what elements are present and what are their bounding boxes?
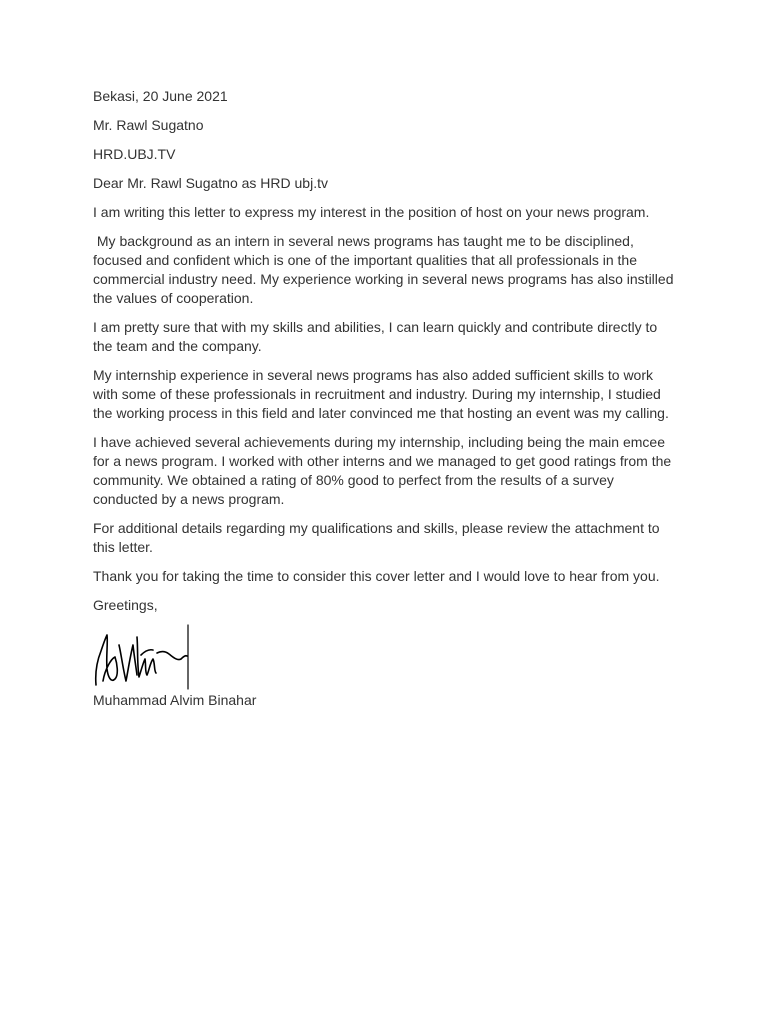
paragraph-thanks: Thank you for taking the time to consider this cover letter and I would love to hear from you. xyxy=(93,568,660,584)
cover-letter xyxy=(93,87,675,720)
recipient-name: Mr. Rawl Sugatno xyxy=(93,117,204,133)
handwritten-signature xyxy=(93,623,193,691)
paragraph-attachment: For additional details regarding my qualifications and skills, please review the attachment to this letter. xyxy=(93,520,660,555)
paragraph-background: My background as an intern in several news programs has taught me to be disciplined, focused and confident which is one of the important qualities that all professionals in the commercial industry need. My experience working in several news programs has also instilled the values of cooperation. xyxy=(93,233,674,306)
recipient-organization: HRD.UBJ.TV xyxy=(93,146,176,162)
closing: Greetings, xyxy=(93,597,158,613)
paragraph-skills: I am pretty sure that with my skills and abilities, I can learn quickly and contribute directly to the team and the company. xyxy=(93,319,658,354)
signer-name: Muhammad Alvim Binahar xyxy=(93,692,257,708)
paragraph-achievements: I have achieved several achievements during my internship, including being the main emcee for a news program. I worked with other interns and we managed to get good ratings from the community. We obtained a rating of 80% good to perfect from the results of a survey conducted by a news program. xyxy=(93,434,672,507)
paragraph-internship: My internship experience in several news programs has also added sufficient skills to work with some of these professionals in recruitment and industry. During my internship, I studied the working process in this field and later convinced me that hosting an event was my calling. xyxy=(93,367,669,421)
place-date: Bekasi, 20 June 2021 xyxy=(93,88,228,104)
signature-block xyxy=(93,623,675,691)
salutation: Dear Mr. Rawl Sugatno as HRD ubj.tv xyxy=(93,175,328,191)
paragraph-interest: I am writing this letter to express my interest in the position of host on your news program. xyxy=(93,204,650,220)
